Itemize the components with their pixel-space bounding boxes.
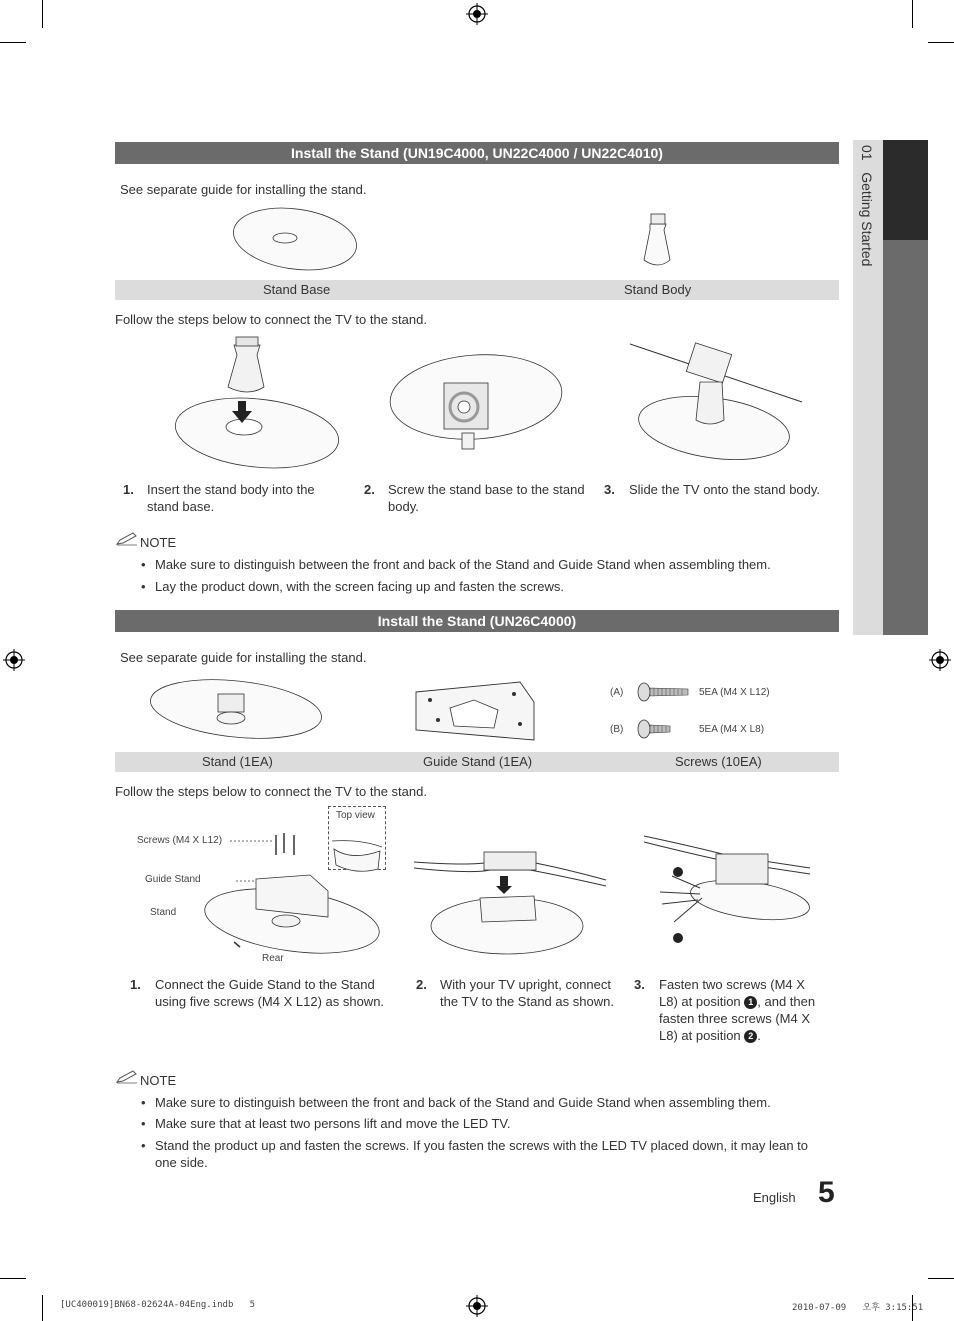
step-text: Insert the stand body into the stand base. bbox=[147, 482, 315, 514]
step2-assembly-illustration bbox=[412, 830, 608, 960]
footer-file-info: [UC400019]BN68-02624A-04Eng.indb 5 bbox=[60, 1300, 256, 1310]
section2-parts-row bbox=[115, 752, 839, 772]
crop-mark bbox=[912, 0, 913, 28]
crop-mark bbox=[0, 42, 26, 43]
step-text: Screw the stand base to the stand body. bbox=[388, 482, 585, 514]
step-number: 3. bbox=[604, 482, 615, 497]
stand-base-illustration bbox=[230, 205, 360, 273]
note-pencil-icon bbox=[116, 1070, 138, 1084]
step-number: 3. bbox=[634, 977, 645, 992]
side-tab-dark bbox=[883, 140, 928, 240]
part-label: Stand Body bbox=[624, 282, 692, 297]
registration-mark-icon bbox=[466, 3, 488, 25]
part-label: Screws (10EA) bbox=[675, 754, 762, 769]
side-tab-label bbox=[859, 145, 875, 266]
section2-title: Install the Stand (UN26C4000) bbox=[115, 610, 839, 632]
side-tab-chapter: 01 bbox=[859, 145, 875, 161]
crop-mark bbox=[0, 1278, 26, 1279]
step1-assembly-illustration bbox=[200, 825, 385, 955]
crop-mark bbox=[42, 1295, 43, 1321]
footer-date-info: 2010-07-09 오후 3:15:51 bbox=[792, 1303, 924, 1313]
screw-a-icon bbox=[636, 681, 690, 703]
step2-illustration bbox=[388, 345, 564, 455]
screw-b-spec: 5EA (M4 X L8) bbox=[699, 724, 765, 735]
page-number: 5 bbox=[818, 1176, 835, 1209]
step-text: Fasten two screws (M4 X L8) at position 1 , and then fasten three screws (M4 X L8) at position 2 . bbox=[659, 977, 816, 1043]
diagram-label-stand: Stand bbox=[150, 907, 177, 918]
crop-mark bbox=[42, 0, 43, 28]
section2-follow: Follow the steps below to connect the TV to the stand. bbox=[115, 784, 427, 799]
step-text: With your TV upright, connect the TV to the Stand as shown. bbox=[440, 977, 614, 1009]
screw-a-label: (A) bbox=[610, 687, 624, 698]
diagram-label-screws: Screws (M4 X L12) bbox=[137, 835, 223, 846]
section1-intro: See separate guide for installing the stand. bbox=[120, 182, 367, 197]
diagram-label-guide-stand: Guide Stand bbox=[145, 874, 201, 885]
position-marker-2: 2 bbox=[744, 1030, 757, 1043]
step-number: 1. bbox=[130, 977, 141, 992]
note-pencil-icon bbox=[116, 532, 138, 546]
section2-intro: See separate guide for installing the stand. bbox=[120, 650, 367, 665]
diagram-label-top-view: Top view bbox=[336, 810, 375, 821]
side-tab-title: Getting Started bbox=[859, 172, 875, 267]
note-item: • Make sure to distinguish between the front and back of the Stand and Guide Stand when assembling them. bbox=[155, 1094, 835, 1111]
guide-stand-illustration bbox=[410, 680, 540, 744]
screw-b-icon bbox=[636, 718, 672, 740]
stand-body-illustration bbox=[640, 212, 676, 270]
note-item: • Stand the product up and fasten the screws. If you fasten the screws with the LED TV placed down, it may lean to one side. bbox=[155, 1137, 830, 1171]
note-item: • Make sure to distinguish between the front and back of the Stand and Guide Stand when assembling them. bbox=[155, 556, 835, 573]
part-label: Stand (1EA) bbox=[202, 754, 273, 769]
registration-mark-icon bbox=[3, 649, 25, 671]
part-label: Stand Base bbox=[263, 282, 331, 297]
step-number: 1. bbox=[123, 482, 134, 497]
registration-mark-icon bbox=[929, 649, 951, 671]
crop-mark bbox=[928, 1278, 954, 1279]
stand-illustration bbox=[148, 676, 324, 742]
registration-mark-icon bbox=[466, 1295, 488, 1317]
step3-assembly-illustration bbox=[640, 828, 812, 944]
note-label: NOTE bbox=[140, 1073, 177, 1088]
note-item: • Lay the product down, with the screen facing up and fasten the screws. bbox=[155, 578, 835, 595]
step-number: 2. bbox=[364, 482, 375, 497]
part-label: Guide Stand (1EA) bbox=[423, 754, 533, 769]
section1-title: Install the Stand (UN19C4000, UN22C4000 / UN22C4010) bbox=[115, 142, 839, 164]
step-number: 2. bbox=[416, 977, 427, 992]
footer-language: English bbox=[753, 1190, 796, 1205]
step3-illustration bbox=[630, 340, 805, 465]
screw-a-spec: 5EA (M4 X L12) bbox=[699, 687, 770, 698]
note-label: NOTE bbox=[140, 535, 177, 550]
side-tab-mid bbox=[883, 240, 928, 635]
section1-parts-row bbox=[115, 280, 839, 300]
note-item: • Make sure that at least two persons lift and move the LED TV. bbox=[155, 1115, 835, 1132]
step-text: Connect the Guide Stand to the Stand using five screws (M4 X L12) as shown. bbox=[155, 977, 385, 1009]
step1-illustration bbox=[172, 335, 342, 470]
screw-b-label: (B) bbox=[610, 724, 624, 735]
section1-follow: Follow the steps below to connect the TV to the stand. bbox=[115, 312, 427, 327]
position-marker-1: 1 bbox=[744, 996, 757, 1009]
step-text: Slide the TV onto the stand body. bbox=[629, 482, 821, 497]
crop-mark bbox=[928, 42, 954, 43]
diagram-label-rear: Rear bbox=[262, 953, 284, 964]
